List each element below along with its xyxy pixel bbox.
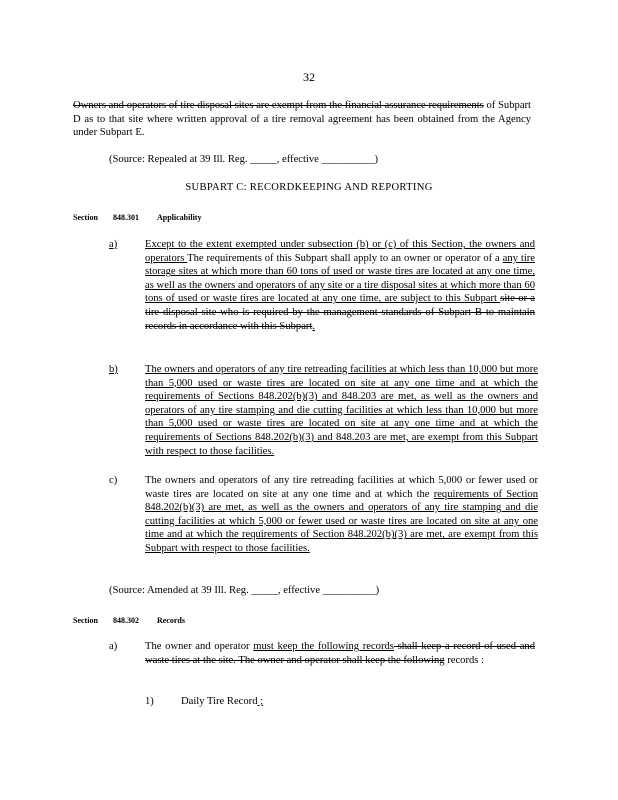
source-note-repealed: (Source: Repealed at 39 Ill. Reg. _____, effective __________) [109,154,379,165]
blank-register: _____ [250,154,277,165]
blank-effective-date: __________ [322,585,376,596]
intro-paragraph [73,99,531,140]
records-1-text: Daily Tire Record ; [181,696,264,707]
source-note-amended: (Source: Amended at 39 Ill. Reg. _____, effective __________) [109,585,380,596]
item-c-label: c) [109,475,118,486]
blank-effective-date: __________ [321,154,375,165]
subpart-heading: SUBPART C: RECORDKEEPING AND REPORTING [185,182,433,193]
records-a-text: The owner and operator must keep the following records shall keep a record of used and waste tires at the site. The owner and operator shall keep the following records : [145,641,535,666]
intro-text: of Subpart D as to that site where written approval of a tire removal agreement has been obtained from the Agency under Subpart E. [73,100,531,139]
records-a-struck-text: shall keep a record of used and waste tires at the site. The owner and operator shall keep the following [145,641,535,666]
section-label: Section [73,616,98,625]
blank-register: _____ [251,585,278,596]
item-a-struck-text: site or a tire disposal site who is required by the management standards of Subpart B to maintain records in accordance with this Subpart [145,293,535,332]
section-number: 848.302 [113,616,139,625]
records-1-label: 1) [145,696,154,707]
section-title: Records [157,616,185,625]
section-number: 848.301 [113,213,139,222]
records-a-label: a) [109,641,118,652]
item-b-text: The owners and operators of any tire retreading facilities at which less than 10,000 but more than 5,000 used or waste tires are located on site at any one time and at which the requirements of Sections 848.202(b)(3) and 848.203 are met, as well as the owners and operators of any tire stamping and die cutting facilities at which less than 10,000 but more than 5,000 used or waste tires are located on site at any one time and at which the requirements of Sections 848.202(b)(3) and 848.203 are met, are exempt from this Subpart with respect to those facilities. [145,364,538,457]
page-number: 32 [303,70,315,84]
intro-struck-text: Owners and operators of tire disposal sites are exempt from the financial assurance requirements [73,100,484,111]
section-label: Section [73,213,98,222]
section-title: Applicability [157,213,202,222]
item-a-text: Except to the extent exempted under subsection (b) or (c) of this Section, the owners and operators The requirements of this Subpart shall apply to an owner or operator of a any tire storage sites at which more than 60 tons of used or waste tires are located at any one time, as well as the owners and operators of any site or a tire disposal sites at which more than 60 tons of used or waste tires are located at any one time, are subject to this Subpart site or a tire disposal site who is required by the management standards of Subpart B to maintain records in accordance with this Subpart. [145,239,535,332]
item-c-text: The owners and operators of any tire retreading facilities at which 5,000 or fewer used or waste tires are located on site at any one time and at which the requirements of Section 848.202(b)(3) are met, as well as the owners and operators of any tire stamping and die cutting facilities at which 5,000 or fewer used or waste tires are located on site at any one time and at which the requirements of Section 848.202(b)(3) are met, are exempt from this Subpart with respect to those facilities. [145,475,538,554]
item-a-label: a) [109,239,118,250]
item-b-label: b) [109,364,118,375]
